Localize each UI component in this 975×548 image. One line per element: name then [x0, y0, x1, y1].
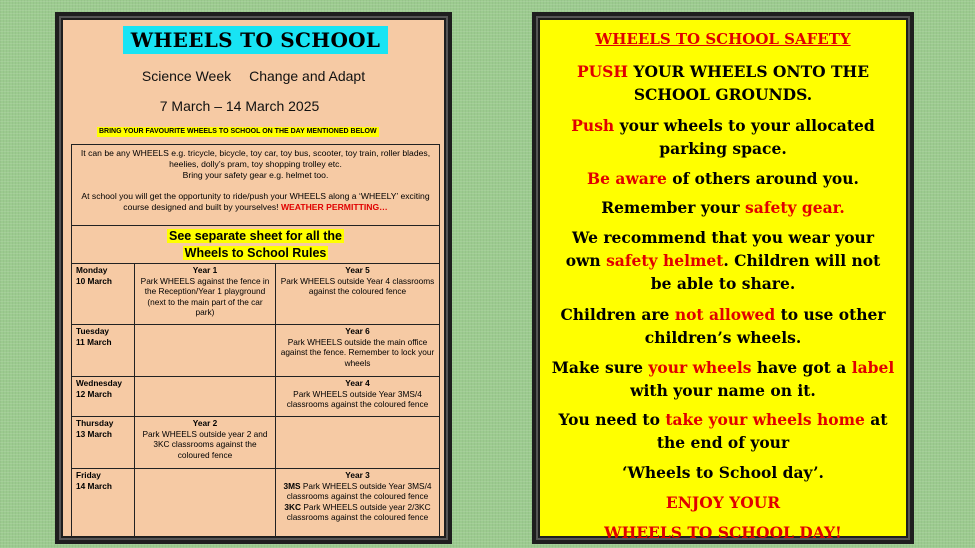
- info-box: [71, 144, 440, 226]
- info-course-text: At school you will get the opportunity to ride/push your WHEELS along a ‘WHEELY’ exciting course designed and built by yourselves!: [81, 191, 430, 212]
- left-year-cell: [135, 417, 276, 469]
- right-year-cell: [276, 377, 440, 417]
- subtitle-change-adapt: Change and Adapt: [249, 68, 366, 84]
- safety-text: own: [565, 251, 607, 270]
- day-cell: [72, 377, 135, 417]
- poster-subtitle: [59, 68, 448, 84]
- day-cell: [72, 264, 135, 325]
- enjoy-line: WHEELS TO SCHOOL DAY!: [604, 523, 842, 542]
- year-label: Year 4: [345, 378, 370, 388]
- emphasis-text: not allowed: [674, 305, 776, 324]
- year-label: Year 3: [345, 470, 370, 480]
- parking-instructions: Park WHEELS against the fence in the Reception/Year 1 playground (next to the main part of the car park): [140, 275, 270, 317]
- safety-text: You need to: [558, 410, 666, 429]
- right-year-cell: [276, 469, 440, 538]
- parking-instructions: Park WHEELS outside the main office against the fence. Remember to lock your wheels: [280, 336, 435, 368]
- day-cell: [72, 325, 135, 377]
- table-row: [72, 264, 440, 325]
- parking-instructions: Park WHEELS outside Year 3MS/4 classrooms against the coloured fence: [286, 388, 429, 409]
- safety-line: the end of your: [656, 433, 790, 452]
- table-row: [72, 469, 440, 538]
- emphasis-text: Push: [571, 116, 615, 135]
- day-date: 12 March: [76, 388, 112, 399]
- emphasis-text: Be aware: [587, 169, 667, 188]
- safety-line: be able to share.: [650, 274, 796, 293]
- day-name: Wednesday: [76, 378, 122, 388]
- day-name: Friday: [76, 470, 101, 480]
- parking-instructions: Park WHEELS outside Year 4 classrooms against the coloured fence: [280, 275, 435, 296]
- safety-text: YOUR WHEELS ONTO THE: [627, 62, 870, 81]
- safety-line: parking space.: [659, 139, 787, 158]
- class-tag: 3KC: [284, 501, 301, 512]
- safety-text: Children are: [560, 305, 675, 324]
- rules-line-2: Wheels to School Rules: [184, 246, 327, 260]
- safety-line: [536, 408, 910, 431]
- safety-text: have got a: [751, 358, 852, 377]
- safety-line: [536, 60, 910, 83]
- safety-line: [536, 303, 910, 326]
- safety-line: [536, 196, 910, 219]
- safety-text: . Children will not: [723, 251, 881, 270]
- parking-instructions: Park WHEELS outside year 2 and 3KC classrooms against the coloured fence: [142, 428, 268, 460]
- safety-title: WHEELS TO SCHOOL SAFETY: [595, 30, 851, 48]
- parking-instructions: Park WHEELS outside Year 3MS/4 classrooms against the coloured fence: [286, 480, 432, 501]
- emphasis-text: PUSH: [576, 62, 628, 81]
- info-course: [72, 191, 439, 213]
- year-label: Year 5: [345, 265, 370, 275]
- safety-text: your wheels to your allocated: [614, 116, 875, 135]
- safety-line: [536, 167, 910, 190]
- rules-box: [71, 225, 440, 264]
- poster-dates: 7 March – 14 March 2025: [159, 98, 320, 114]
- table-row: [72, 325, 440, 377]
- info-wheels-types: It can be any WHEELS e.g. tricycle, bicycle, toy car, toy bus, scooter, toy train, roller blades, heelies, dolly’s pram, toy shopping trolley etc.: [80, 148, 431, 169]
- safety-text: of others around you.: [666, 169, 859, 188]
- poster-title: WHEELS TO SCHOOL: [123, 26, 388, 54]
- right-year-cell: [276, 417, 440, 469]
- emphasis-text: your wheels: [648, 358, 752, 377]
- safety-text: at: [864, 410, 888, 429]
- left-year-cell: [135, 377, 276, 417]
- day-date: 11 March: [76, 336, 112, 347]
- left-year-cell: [135, 264, 276, 325]
- safety-line: We recommend that you wear your: [571, 228, 874, 247]
- info-safety-gear: Bring your safety gear e.g. helmet too.: [182, 170, 329, 180]
- left-year-cell: [135, 325, 276, 377]
- emphasis-text: safety gear.: [745, 198, 845, 217]
- day-date: 10 March: [76, 275, 112, 286]
- bring-banner: BRING YOUR FAVOURITE WHEELS TO SCHOOL ON THE DAY MENTIONED BELOW: [99, 128, 377, 135]
- safety-line: children’s wheels.: [644, 328, 802, 347]
- table-row: [72, 417, 440, 469]
- year-label: Year 6: [345, 326, 370, 336]
- safety-line: [536, 356, 910, 379]
- safety-line: [536, 114, 910, 137]
- day-name: Monday: [76, 265, 108, 275]
- year-label: Year 2: [192, 418, 218, 428]
- safety-line: SCHOOL GROUNDS.: [633, 85, 813, 104]
- safety-text: to use other: [775, 305, 886, 324]
- safety-text: Make sure: [551, 358, 649, 377]
- weather-warning: WEATHER PERMITTING…: [280, 202, 388, 212]
- safety-text: Remember your: [601, 198, 746, 217]
- wheels-to-school-poster: [55, 12, 452, 544]
- rules-line-1: See separate sheet for all the: [169, 229, 342, 243]
- day-name: Thursday: [76, 418, 114, 428]
- class-tag: 3MS: [283, 480, 301, 491]
- parking-instructions: Park WHEELS outside year 2/3KC classrooms against the coloured fence: [286, 501, 431, 522]
- safety-line: [536, 249, 910, 272]
- enjoy-line: ENJOY YOUR: [665, 493, 781, 512]
- right-year-cell: [276, 264, 440, 325]
- emphasis-text: take your wheels home: [665, 410, 865, 429]
- right-year-cell: [276, 325, 440, 377]
- year-label: Year 1: [192, 265, 218, 275]
- day-cell: [72, 469, 135, 538]
- schedule-table: [71, 263, 440, 538]
- emphasis-text: safety helmet: [606, 251, 724, 270]
- day-date: 13 March: [76, 428, 112, 439]
- left-year-cell: [135, 469, 276, 538]
- day-name: Tuesday: [76, 326, 110, 336]
- safety-line: with your name on it.: [630, 381, 816, 400]
- subtitle-science-week: Science Week: [141, 68, 232, 84]
- safety-line: ‘Wheels to School day’.: [622, 463, 824, 482]
- table-row: [72, 377, 440, 417]
- day-cell: [72, 417, 135, 469]
- safety-poster: [532, 12, 914, 544]
- emphasis-text: label: [851, 358, 895, 377]
- day-date: 14 March: [76, 480, 112, 491]
